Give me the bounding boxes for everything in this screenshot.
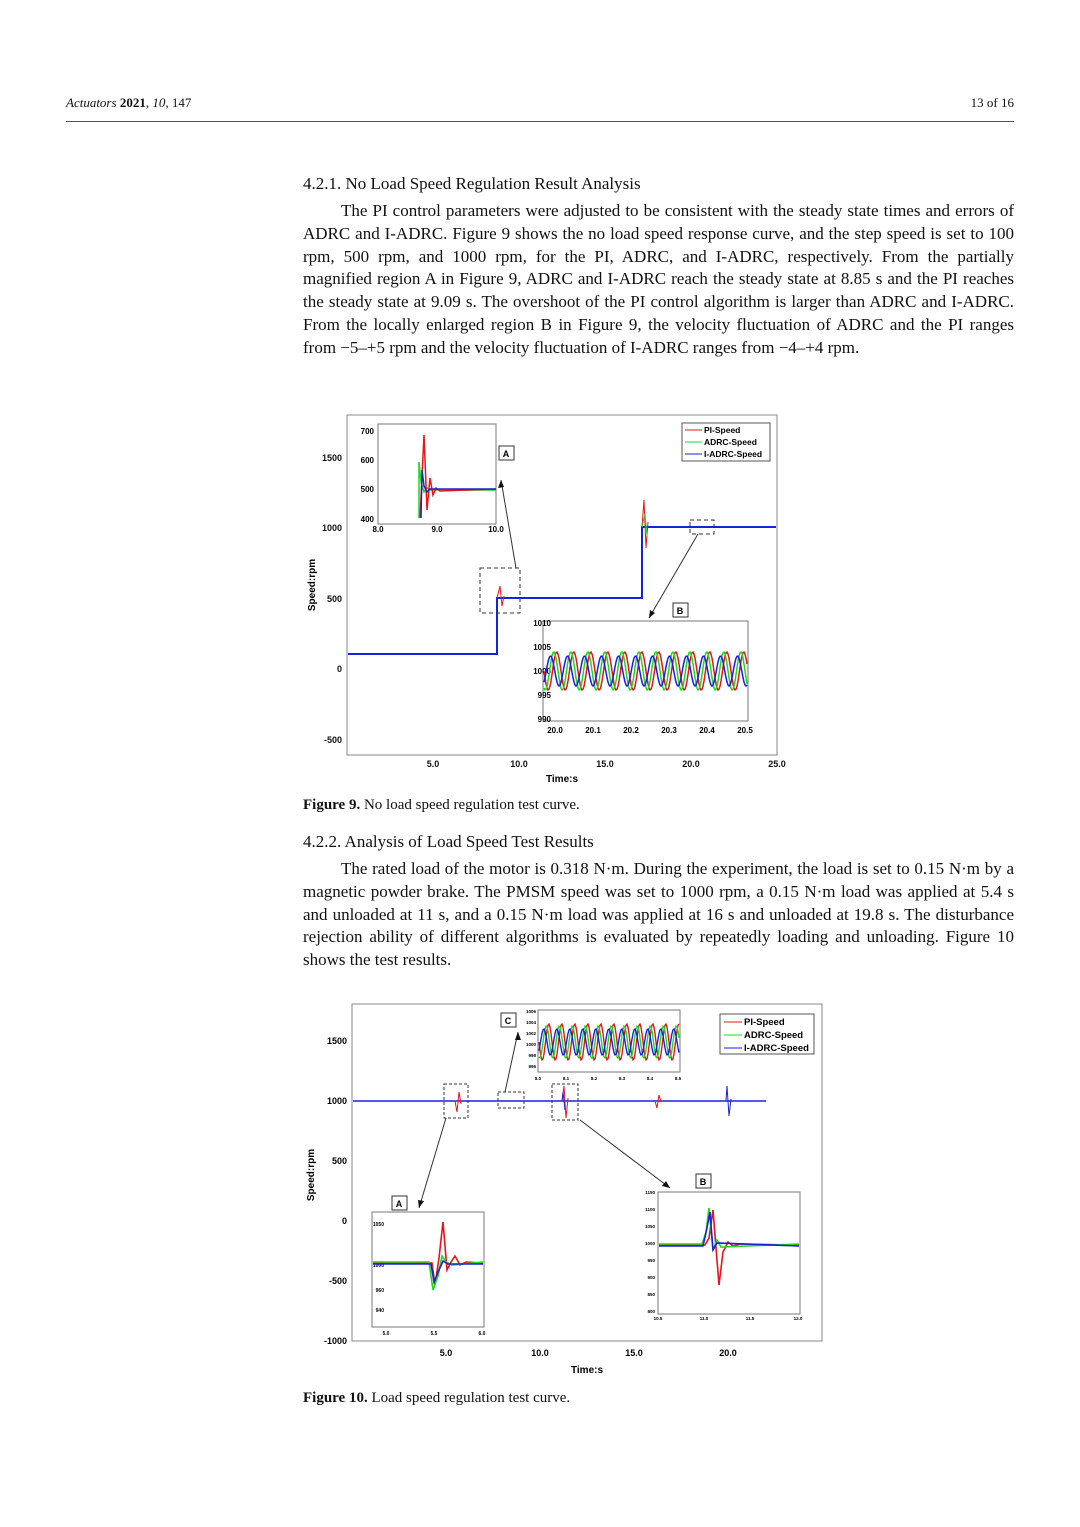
x-tick-label: 15.0 — [596, 759, 614, 769]
inset-b — [533, 603, 753, 735]
legend-adrc: ADRC-Speed — [744, 1030, 804, 1041]
x-tick-label: 20.0 — [682, 759, 700, 769]
inset-c-y-tick: 1002 — [525, 1031, 536, 1036]
inset-a-label: A — [502, 449, 510, 459]
y-tick-label: 1000 — [321, 523, 342, 533]
figure-10-caption — [303, 1390, 1014, 1407]
inset-b-y-tick: 850 — [647, 1292, 655, 1297]
inset-a-x-tick: 5.0 — [382, 1331, 390, 1337]
inset-b-x-tick: 11.5 — [745, 1316, 755, 1321]
page-number: 13 of 16 — [970, 95, 1014, 110]
inset-a — [361, 424, 514, 534]
inset-c-x-tick: 8.5 — [674, 1076, 682, 1081]
inset-c-y-tick: 1004 — [525, 1020, 536, 1025]
figure-10-label: Figure 10. — [303, 1390, 368, 1406]
inset-c-x-tick: 8.3 — [618, 1076, 626, 1081]
legend-pi: PI-Speed — [704, 425, 741, 435]
inset-b-x-tick: 20.2 — [623, 726, 639, 735]
inset-c-label: C — [504, 1016, 512, 1026]
x-axis-ticks — [427, 759, 786, 769]
inset-c-y-tick: 998 — [528, 1053, 536, 1058]
y-axis-ticks — [322, 453, 342, 745]
section-4-2-2 — [303, 832, 1014, 972]
inset-b-y-tick: 1100 — [645, 1207, 655, 1212]
running-header — [66, 95, 1014, 122]
inset-c-x-tick: 8.0 — [534, 1076, 542, 1081]
inset-b-y-tick: 1010 — [533, 619, 551, 628]
y-tick-label: -500 — [323, 735, 342, 745]
inset-b-y-tick: 1150 — [645, 1190, 655, 1195]
journal-year: 2021 — [119, 95, 146, 110]
inset-b-label: B — [699, 1177, 707, 1187]
journal-volume: 10 — [152, 95, 166, 110]
journal-citation: Actuators 2021, 10, 147 — [66, 95, 192, 110]
figure-10-chart — [300, 1000, 830, 1382]
y-tick-label: 500 — [326, 594, 342, 604]
y-tick-label: 0 — [341, 1216, 347, 1226]
x-tick-label: 15.0 — [625, 1348, 643, 1358]
inset-b-y-tick: 950 — [647, 1258, 655, 1263]
legend-adrc: ADRC-Speed — [704, 437, 757, 447]
x-tick-label: 5.0 — [439, 1348, 453, 1358]
journal-name: Actuators — [66, 95, 117, 110]
x-tick-label: 5.0 — [426, 759, 440, 769]
inset-b-x-tick: 20.1 — [585, 726, 601, 735]
inset-a-y-tick: 1050 — [372, 1222, 384, 1228]
y-tick-label: -1000 — [323, 1336, 347, 1346]
inset-c-x-tick: 8.4 — [646, 1076, 654, 1081]
figure-9-label: Figure 9. — [303, 797, 361, 813]
inset-b-x-tick: 20.4 — [699, 726, 715, 735]
inset-b-y-tick: 1005 — [533, 643, 551, 652]
y-axis-label: Speed:rpm — [307, 558, 318, 612]
figure-10-caption-text: Load speed regulation test curve. — [371, 1390, 571, 1406]
inset-a-y-tick: 940 — [375, 1308, 384, 1314]
section-title: 4.2.1. No Load Speed Regulation Result Analysis — [303, 174, 641, 193]
y-tick-label: 1000 — [326, 1096, 347, 1106]
legend-iadrc: I-ADRC-Speed — [744, 1043, 809, 1054]
inset-a-x-tick: 9.0 — [431, 525, 443, 534]
section-4-2-1 — [303, 174, 1014, 360]
inset-b-y-tick: 995 — [537, 691, 551, 700]
y-tick-label: 1500 — [321, 453, 342, 463]
inset-b-y-tick: 990 — [537, 715, 551, 724]
y-axis-ticks — [324, 1036, 347, 1346]
section-title: 4.2.2. Analysis of Load Speed Test Results — [303, 832, 594, 851]
y-tick-label: 500 — [331, 1156, 347, 1166]
inset-b-label: B — [676, 606, 684, 616]
inset-a-x-tick: 5.5 — [430, 1331, 438, 1337]
x-axis-label: Time:s — [570, 1365, 604, 1376]
inset-b-x-tick: 11.0 — [699, 1316, 709, 1321]
x-tick-label: 20.0 — [719, 1348, 737, 1358]
section-paragraph: The PI control parameters were adjusted to be consistent with the steady state times and errors of ADRC and I-ADRC. Figure 9 shows the no load speed response curve, and the step speed is set to 100 rpm, 500 rpm, and 1000 rpm, for the PI, ADRC, and I-ADRC, respectively. From the partially magnified region A in Figure 9, ADRC and I-ADRC reach the steady state at 8.85 s and the PI reaches the steady state at 9.09 s. The overshoot of the PI control algorithm is larger than ADRC and I-ADRC. From the locally enlarged region B in Figure 9, the velocity fluctuation of ADRC and the PI ranges from −5–+5 rpm and the velocity fluctuation of I-ADRC ranges from −4–+4 rpm. — [303, 201, 1014, 357]
inset-c-y-tick: 996 — [528, 1064, 536, 1069]
inset-a-y-tick: 700 — [360, 427, 374, 436]
y-tick-label: 1500 — [326, 1036, 347, 1046]
inset-b — [645, 1174, 803, 1321]
inset-a-y-tick: 600 — [360, 456, 374, 465]
inset-a-x-tick: 8.0 — [372, 525, 384, 534]
figure-9-chart — [300, 410, 790, 790]
inset-a-y-tick: 500 — [360, 485, 374, 494]
inset-a-label: A — [395, 1199, 403, 1209]
y-tick-label: 0 — [336, 664, 342, 674]
inset-b-x-tick: 20.0 — [547, 726, 563, 735]
article-number: 147 — [171, 95, 192, 110]
inset-b-y-tick: 1000 — [644, 1241, 655, 1246]
inset-b-y-tick: 1000 — [533, 667, 551, 676]
inset-b-x-tick: 10.5 — [653, 1316, 663, 1321]
inset-c-x-tick: 8.2 — [590, 1076, 598, 1081]
legend — [720, 1014, 814, 1054]
inset-b-x-tick: 20.3 — [661, 726, 677, 735]
inset-b-y-tick: 800 — [647, 1309, 655, 1314]
inset-a-x-tick: 6.0 — [478, 1331, 486, 1337]
section-paragraph: The rated load of the motor is 0.318 N·m. During the experiment, the load is set to 0.15 N·m by a magnetic powder brake. The PMSM speed was set to 1000 rpm, a 0.15 N·m load was applied at 5.4 s and unloaded at 11 s, and a 0.15 N·m load was applied at 16 s and unloaded at 19.8 s. The disturbance rejection ability of different algorithms is evaluated by repeatedly loading and unloading. Figure 10 shows the test results. — [303, 859, 1014, 970]
inset-a-y-tick: 400 — [360, 515, 374, 524]
inset-b-y-tick: 900 — [647, 1275, 655, 1280]
inset-b-x-tick: 20.5 — [737, 726, 753, 735]
inset-c-y-tick: 1000 — [525, 1042, 536, 1047]
y-axis-label: Speed:rpm — [306, 1148, 317, 1202]
x-axis-label: Time:s — [545, 774, 579, 785]
inset-a — [372, 1196, 486, 1337]
x-tick-label: 10.0 — [531, 1348, 549, 1358]
inset-c-y-tick: 1006 — [525, 1009, 536, 1014]
inset-a-y-tick: 960 — [375, 1288, 384, 1294]
y-tick-label: -500 — [328, 1276, 347, 1286]
inset-c-x-tick: 8.1 — [562, 1076, 570, 1081]
x-tick-label: 25.0 — [768, 759, 786, 769]
legend — [682, 423, 770, 461]
legend-iadrc: I-ADRC-Speed — [704, 449, 763, 459]
figure-9-caption-text: No load speed regulation test curve. — [363, 797, 580, 813]
figure-9-caption — [303, 797, 1014, 814]
x-axis-ticks — [440, 1348, 737, 1358]
inset-a-y-tick: 1000 — [372, 1263, 384, 1269]
legend-pi: PI-Speed — [744, 1017, 785, 1028]
x-tick-label: 10.0 — [510, 759, 528, 769]
inset-b-y-tick: 1050 — [644, 1224, 655, 1229]
inset-a-x-tick: 10.0 — [488, 525, 504, 534]
inset-b-x-tick: 12.0 — [793, 1316, 803, 1321]
